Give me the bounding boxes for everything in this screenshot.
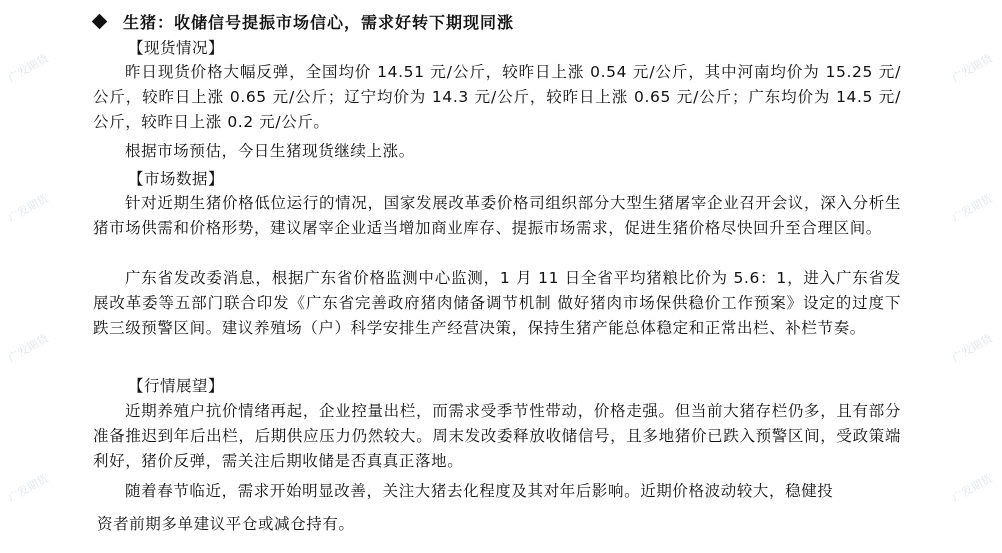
watermark-logo: 广发期货: [5, 51, 51, 86]
watermark-logo: 广发期货: [949, 51, 995, 86]
watermark-logo: 广发期货: [949, 471, 995, 506]
diamond-bullet-icon: [92, 13, 108, 29]
paragraph-spot-forecast: 根据市场预估，今日生猪现货继续上涨。: [125, 142, 415, 160]
section-label-spot: 【现货情况】: [128, 39, 225, 57]
paragraph-market-guangdong: 广东省发改委消息，根据广东省价格监测中心监测，1 月 11 日全省平均猪粮比价为 5.6：1，进入广东省发展改革委等五部门联合印发《广东省完善政府猪肉储备调节机制 做好猪肉市场保供稳价工作预案》设定的过度下跌三级预警区间。建议养殖场（户）科学安排生产经营决策，保持生猪产能总体稳定和正常出栏、补栏节奏。: [93, 269, 901, 337]
watermark-logo: 广发期货: [949, 331, 995, 366]
watermark-logo: 广发期货: [949, 191, 995, 226]
section-heading: [92, 10, 514, 32]
paragraph-outlook-2-continuation: 资者前期多单建议平仓或减仓持有。: [97, 515, 355, 533]
paragraph-outlook-2: 随着春节临近，需求开始明显改善，关注大猪去化程度及其对年后影响。近期价格波动较大，稳健投: [125, 482, 834, 500]
section-label-market: 【市场数据】: [128, 170, 225, 188]
paragraph-market-ndrc: 针对近期生猪价格低位运行的情况，国家发展改革委价格司组织部分大型生猪屠宰企业召开会议，深入分析生猪市场供需和价格形势，建议屠宰企业适当增加商业库存、提振市场需求，促进生猪价格尽快回升至合理区间。: [93, 194, 901, 237]
paragraph-spot-prices: 昨日现货价格大幅反弹，全国均价 14.51 元/公斤，较昨日上涨 0.54 元/公斤，其中河南均价为 15.25 元/公斤，较昨日上涨 0.65 元/公斤；辽宁均价为 14.3 元/公斤，较昨日上涨 0.65 元/公斤；广东均价为 14.5 元/公斤，较昨日上涨 0.2 元/公斤。: [93, 63, 901, 131]
heading-text: 生猪：收储信号提振市场信心，需求好转下期现同涨: [123, 12, 515, 32]
section-label-outlook: 【行情展望】: [128, 377, 225, 395]
watermark-logo: 广发期货: [5, 331, 51, 366]
paragraph-outlook-1: 近期养殖户抗价情绪再起，企业控量出栏，而需求受季节性带动，价格走强。但当前大猪存栏仍多，且有部分准备推迟到年后出栏，后期供应压力仍然较大。周末发改委释放收储信号，且多地猪价已跌入预警区间，受政策端利好，猪价反弹，需关注后期收储是否真真正落地。: [93, 402, 901, 470]
watermark-logo: 广发期货: [5, 191, 51, 226]
watermark-logo: 广发期货: [5, 471, 51, 506]
